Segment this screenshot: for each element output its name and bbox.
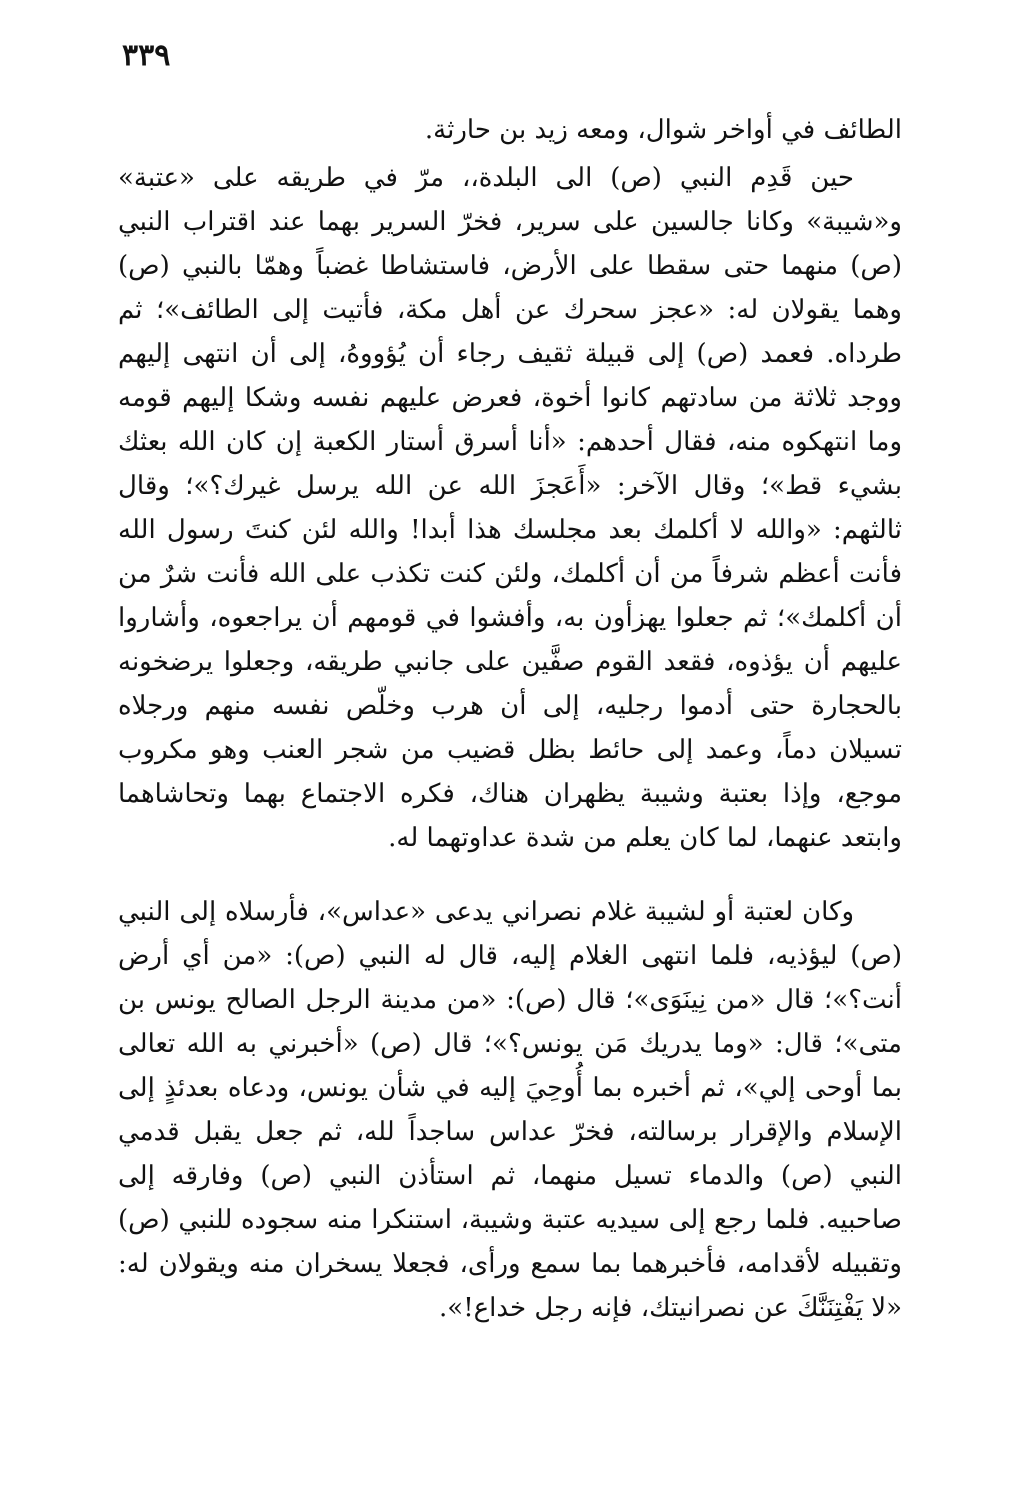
paragraph-addas: وكان لعتبة أو لشيبة غلام نصراني يدعى «عداس»، فأرسلاه إلى النبي (ص) ليؤذيه، فلما انتهى الغلام إليه، قال له النبي (ص): «من أي أرض أنت؟»؛ قال «من نِينَوَى»؛ قال (ص): «من مدينة الرجل الصالح يونس بن متى»؛ قال: «وما يدريك مَن يونس؟»؛ قال (ص) «أخبرني به الله تعالى بما أوحى إلي»، ثم أخبره بما أُوحِيَ إليه في شأن يونس، ودعاه بعدئذٍ إلى الإسلام والإقرار برسالته، فخرّ عداس ساجداً لله، ثم جعل يقبل قدمي النبي (ص) والدماء تسيل منهما، ثم استأذن النبي (ص) وفارقه إلى صاحبيه. فلما رجع إلى سيديه عتبة وشيبة، استنكرا منه سجوده للنبي (ص) وتقبيله لأقدامه، فأخبرهما بما سمع ورأى، فجعلا يسخران منه ويقولان له: «لا يَفْتِنَنَّكَ عن نصرانيتك، فإنه رجل خداع!». — [118, 897, 902, 1323]
paragraph-continuation: الطائف في أواخر شوال، ومعه زيد بن حارثة. — [424, 115, 902, 145]
body-text — [118, 108, 902, 1330]
page-number: ٣٣٩ — [122, 38, 171, 73]
paragraph-taif-journey: حين قَدِم النبي (ص) الى البلدة،، مرّ في طريقه على «عتبة» و«شيبة» وكانا جالسين على سرير، فخرّ السرير بهما عند اقتراب النبي (ص) منهما حتى سقطا على الأرض، فاستشاطا غضباً وهمّا بالنبي (ص) وهما يقولان له: «عجز سحرك عن أهل مكة، فأتيت إلى الطائف»؛ ثم طرداه. فعمد (ص) إلى قبيلة ثقيف رجاء أن يُؤووهُ، إلى أن انتهى إليهم ووجد ثلاثة من سادتهم كانوا أخوة، فعرض عليهم نفسه وشكا إليهم قومه وما انتهكوه منه، فقال أحدهم: «أنا أسرق أستار الكعبة إن كان الله بعثك بشيء قط»؛ وقال الآخر: «أَعَجزَ الله عن الله يرسل غيرك؟»؛ وقال ثالثهم: «والله لا أكلمك بعد مجلسك هذا أبدا! والله لئن كنتَ رسول الله فأنت أعظم شرفاً من أن أكلمك، ولئن كنت تكذب على الله فأنت شرٌ من أن أكلمك»؛ ثم جعلوا يهزأون به، وأفشوا في قومهم أن يراجعوه، وأشاروا عليهم أن يؤذوه، فقعد القوم صفَّين على جانبي طريقه، وجعلوا يرضخونه بالحجارة حتى أدموا رجليه، إلى أن هرب وخلّص نفسه منهم ورجلاه تسيلان دماً، وعمد إلى حائط بظل قضيب من شجر العنب وهو مكروب موجع، وإذا بعتبة وشيبة يظهران هناك، فكره الاجتماع بهما وتحاشاهما وابتعد عنهما، لما كان يعلم من شدة عداوتهما له. — [118, 163, 902, 853]
